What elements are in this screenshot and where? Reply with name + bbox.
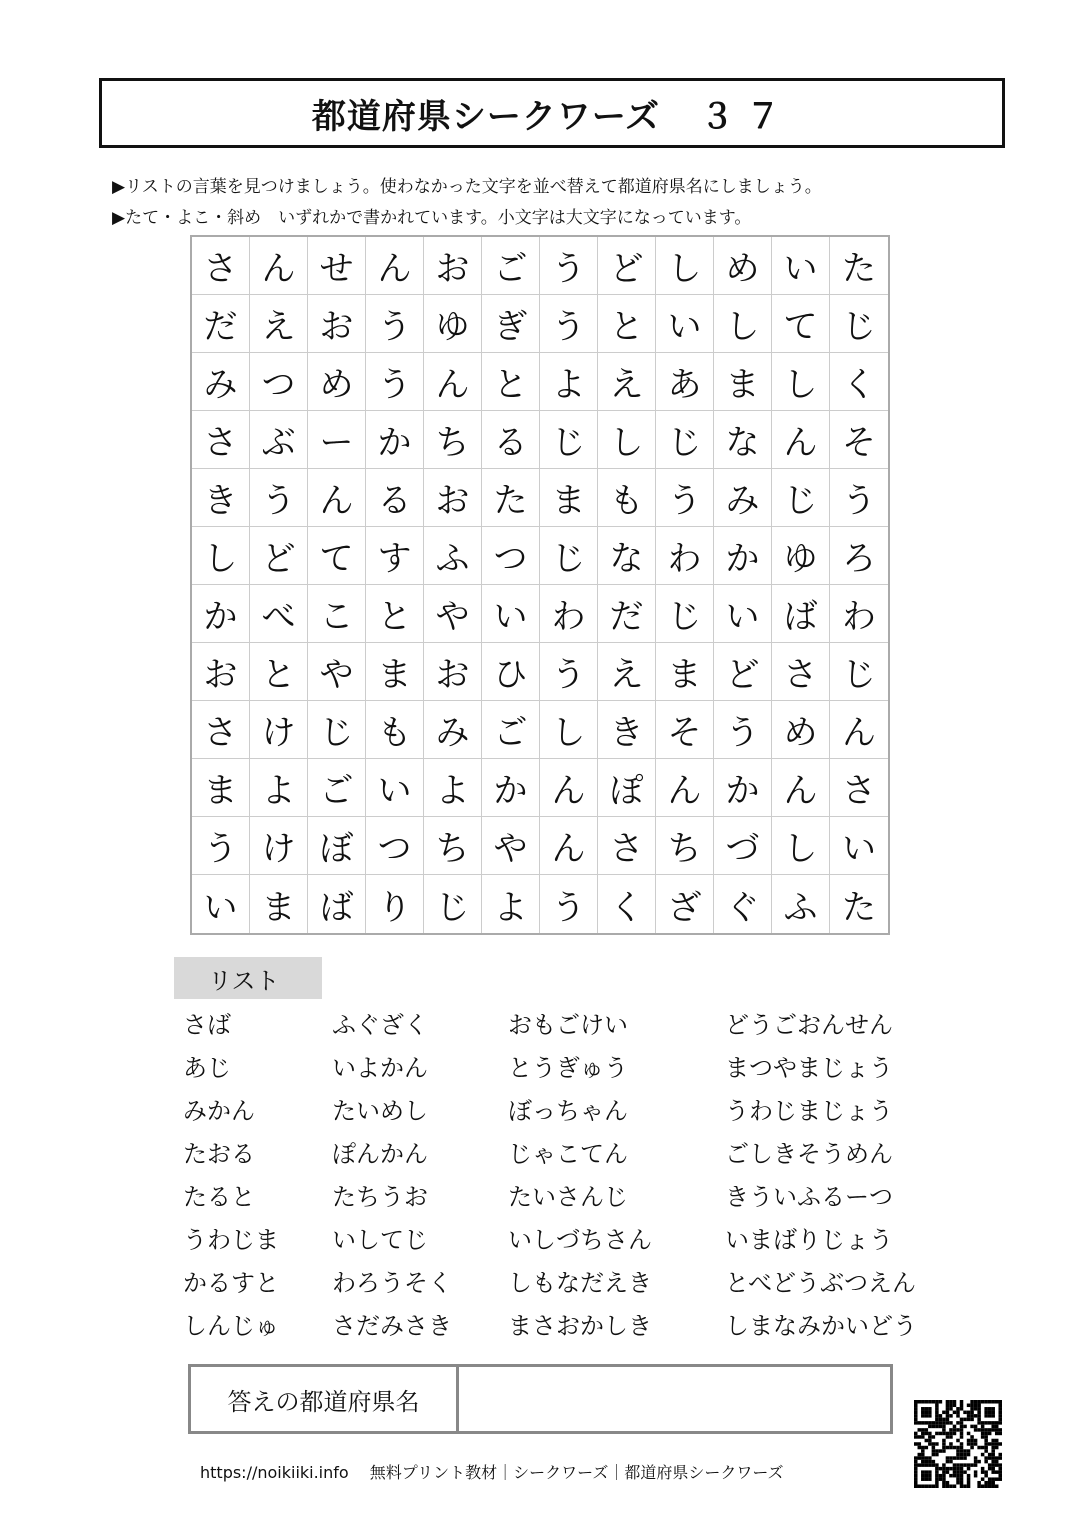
grid-cell: お [424, 469, 482, 527]
grid-cell: わ [540, 585, 598, 643]
grid-cell: ぐ [714, 875, 772, 933]
grid-cell: だ [598, 585, 656, 643]
grid-cell: わ [656, 527, 714, 585]
grid-cell: な [714, 411, 772, 469]
grid-cell: じ [540, 527, 598, 585]
grid-cell: こ [308, 585, 366, 643]
grid-cell: ふ [424, 527, 482, 585]
grid-cell: ど [250, 527, 308, 585]
grid-cell: と [598, 295, 656, 353]
list-word: ごしきそうめん [725, 1140, 893, 1168]
grid-cell: と [366, 585, 424, 643]
grid-cell: う [250, 469, 308, 527]
grid-cell: う [540, 295, 598, 353]
list-word: ふぐざく [332, 1011, 428, 1039]
grid-cell: ち [424, 817, 482, 875]
grid-cell: じ [424, 875, 482, 933]
grid-cell: ま [192, 759, 250, 817]
list-word: いよかん [332, 1054, 428, 1082]
grid-cell: い [772, 237, 830, 295]
grid-cell: り [366, 875, 424, 933]
grid-cell: ぶ [250, 411, 308, 469]
grid-cell: じ [656, 585, 714, 643]
grid-cell: う [540, 643, 598, 701]
grid-cell: か [192, 585, 250, 643]
grid-cell: か [714, 527, 772, 585]
grid-cell: い [714, 585, 772, 643]
grid-cell: ふ [772, 875, 830, 933]
list-word: あじ [183, 1054, 231, 1082]
grid-cell: お [192, 643, 250, 701]
answer-field[interactable] [459, 1367, 890, 1431]
list-word: うわじま [183, 1226, 279, 1254]
grid-cell: ゆ [772, 527, 830, 585]
grid-cell: う [656, 469, 714, 527]
grid-cell: じ [830, 643, 888, 701]
grid-cell: る [482, 411, 540, 469]
grid-cell: つ [482, 527, 540, 585]
grid-cell: ぎ [482, 295, 540, 353]
grid-cell: づ [714, 817, 772, 875]
list-word: じゃこてん [508, 1140, 628, 1168]
grid-cell: え [250, 295, 308, 353]
list-label: リスト [174, 957, 322, 999]
grid-cell: じ [308, 701, 366, 759]
grid-cell: ま [250, 875, 308, 933]
grid-cell: お [424, 237, 482, 295]
grid-cell: つ [366, 817, 424, 875]
grid-cell: も [366, 701, 424, 759]
grid-cell: て [772, 295, 830, 353]
list-word: さだみさき [332, 1312, 452, 1340]
grid-cell: そ [656, 701, 714, 759]
grid-cell: え [598, 353, 656, 411]
grid-cell: ど [714, 643, 772, 701]
grid-cell: た [830, 237, 888, 295]
grid-cell: つ [250, 353, 308, 411]
grid-cell: べ [250, 585, 308, 643]
grid-cell: ん [772, 759, 830, 817]
grid-cell: ご [482, 701, 540, 759]
list-word: しもなだえき [508, 1269, 652, 1297]
word-search-grid [190, 235, 890, 935]
grid-cell: く [598, 875, 656, 933]
list-word: しまなみかいどう [725, 1312, 917, 1340]
list-word: おもごけい [508, 1011, 628, 1039]
grid-cell: さ [830, 759, 888, 817]
footer-text: https://noikiiki.info 無料プリント教材｜シークワーズ｜都道府県シークワーズ [200, 1463, 784, 1482]
grid-cell: し [772, 817, 830, 875]
grid-cell: う [540, 875, 598, 933]
title-text: 都道府県シークワーズ [311, 96, 661, 137]
list-word: たると [183, 1183, 255, 1211]
grid-cell: ん [656, 759, 714, 817]
grid-cell: お [308, 295, 366, 353]
list-word: いしてじ [332, 1226, 428, 1254]
grid-cell: ご [482, 237, 540, 295]
list-word: ぽんかん [332, 1140, 428, 1168]
grid-cell: め [308, 353, 366, 411]
grid-cell: そ [830, 411, 888, 469]
grid-cell: ろ [830, 527, 888, 585]
grid-cell: じ [540, 411, 598, 469]
grid-cell: ひ [482, 643, 540, 701]
grid-cell: う [540, 237, 598, 295]
grid-cell: ざ [656, 875, 714, 933]
list-word: いしづちさん [508, 1226, 652, 1254]
grid-cell: ん [250, 237, 308, 295]
list-word: とべどうぶつえん [725, 1269, 917, 1297]
grid-cell: う [366, 353, 424, 411]
list-word: たいさんじ [508, 1183, 628, 1211]
list-word: かるすと [183, 1269, 279, 1297]
page-title [99, 78, 1005, 148]
grid-cell: み [424, 701, 482, 759]
list-word: みかん [183, 1097, 255, 1125]
grid-cell: し [656, 237, 714, 295]
grid-cell: す [366, 527, 424, 585]
grid-cell: し [540, 701, 598, 759]
grid-cell: か [482, 759, 540, 817]
grid-cell: し [192, 527, 250, 585]
grid-cell: し [772, 353, 830, 411]
list-word: まさおかしき [508, 1312, 652, 1340]
grid-cell: よ [482, 875, 540, 933]
grid-cell: う [714, 701, 772, 759]
list-word: さば [183, 1011, 231, 1039]
grid-cell: め [714, 237, 772, 295]
grid-cell: く [830, 353, 888, 411]
grid-cell: け [250, 701, 308, 759]
grid-cell: ま [540, 469, 598, 527]
grid-cell: じ [830, 295, 888, 353]
grid-cell: い [656, 295, 714, 353]
grid-cell: い [482, 585, 540, 643]
grid-cell: み [192, 353, 250, 411]
grid-cell: さ [192, 701, 250, 759]
grid-cell: せ [308, 237, 366, 295]
grid-cell: う [830, 469, 888, 527]
grid-cell: だ [192, 295, 250, 353]
grid-cell: う [192, 817, 250, 875]
grid-cell: い [366, 759, 424, 817]
list-word: とうぎゅう [508, 1054, 628, 1082]
grid-cell: み [714, 469, 772, 527]
grid-cell: さ [192, 411, 250, 469]
list-word: たおる [183, 1140, 255, 1168]
grid-cell: じ [772, 469, 830, 527]
grid-cell: ま [656, 643, 714, 701]
list-word: うわじまじょう [725, 1097, 893, 1125]
list-word: どうごおんせん [725, 1011, 893, 1039]
grid-cell: ん [540, 759, 598, 817]
grid-cell: か [714, 759, 772, 817]
grid-cell: し [714, 295, 772, 353]
grid-cell: な [598, 527, 656, 585]
instruction-2: ▶たて・よこ・斜め いずれかで書かれています。小文字は大文字になっています。 [112, 208, 752, 228]
grid-cell: や [308, 643, 366, 701]
grid-cell: ち [424, 411, 482, 469]
qr-code-icon [914, 1400, 1002, 1488]
grid-cell: て [308, 527, 366, 585]
grid-cell: ご [308, 759, 366, 817]
grid-cell: ん [540, 817, 598, 875]
list-word: ぼっちゃん [508, 1097, 628, 1125]
grid-cell: え [598, 643, 656, 701]
grid-cell: た [482, 469, 540, 527]
grid-cell: ん [366, 237, 424, 295]
grid-cell: あ [656, 353, 714, 411]
grid-cell: き [598, 701, 656, 759]
title-number: ３７ [700, 96, 793, 137]
grid-cell: も [598, 469, 656, 527]
list-word: きういふるーつ [725, 1183, 893, 1211]
grid-cell: ま [714, 353, 772, 411]
grid-cell: ん [830, 701, 888, 759]
list-word: いまばりじょう [725, 1226, 893, 1254]
grid-cell: ー [308, 411, 366, 469]
grid-cell: じ [656, 411, 714, 469]
grid-cell: う [366, 295, 424, 353]
grid-cell: ん [772, 411, 830, 469]
grid-cell: よ [424, 759, 482, 817]
instruction-1: ▶リストの言葉を見つけましょう。使わなかった文字を並べ替えて都道府県名にしましょう。 [112, 177, 822, 197]
answer-box [188, 1364, 893, 1434]
grid-cell: と [482, 353, 540, 411]
grid-cell: お [424, 643, 482, 701]
grid-cell: ん [308, 469, 366, 527]
grid-cell: よ [250, 759, 308, 817]
list-word: たちうお [332, 1183, 428, 1211]
grid-cell: と [250, 643, 308, 701]
grid-cell: ど [598, 237, 656, 295]
list-word: たいめし [332, 1097, 428, 1125]
grid-cell: る [366, 469, 424, 527]
list-word: わろうそく [332, 1269, 452, 1297]
grid-cell: さ [772, 643, 830, 701]
grid-cell: ゆ [424, 295, 482, 353]
grid-cell: し [598, 411, 656, 469]
grid-cell: や [482, 817, 540, 875]
list-word: まつやまじょう [725, 1054, 893, 1082]
grid-cell: い [830, 817, 888, 875]
list-word: しんじゅ [183, 1312, 279, 1340]
grid-cell: け [250, 817, 308, 875]
grid-cell: た [842, 887, 876, 928]
grid-cell: い [192, 875, 250, 933]
grid-cell: ば [772, 585, 830, 643]
grid-cell: や [424, 585, 482, 643]
grid-cell: か [366, 411, 424, 469]
grid-cell: さ [192, 237, 250, 295]
grid-cell: わ [830, 585, 888, 643]
grid-cell: さ [598, 817, 656, 875]
grid-cell: ん [424, 353, 482, 411]
grid-cell: ば [308, 875, 366, 933]
grid-cell: ち [656, 817, 714, 875]
grid-cell: ぼ [308, 817, 366, 875]
grid-cell: ま [366, 643, 424, 701]
grid-cell: め [772, 701, 830, 759]
grid-cell: き [192, 469, 250, 527]
grid-cell: よ [540, 353, 598, 411]
answer-label: 答えの都道府県名 [191, 1367, 459, 1431]
grid-cell: ぽ [598, 759, 656, 817]
